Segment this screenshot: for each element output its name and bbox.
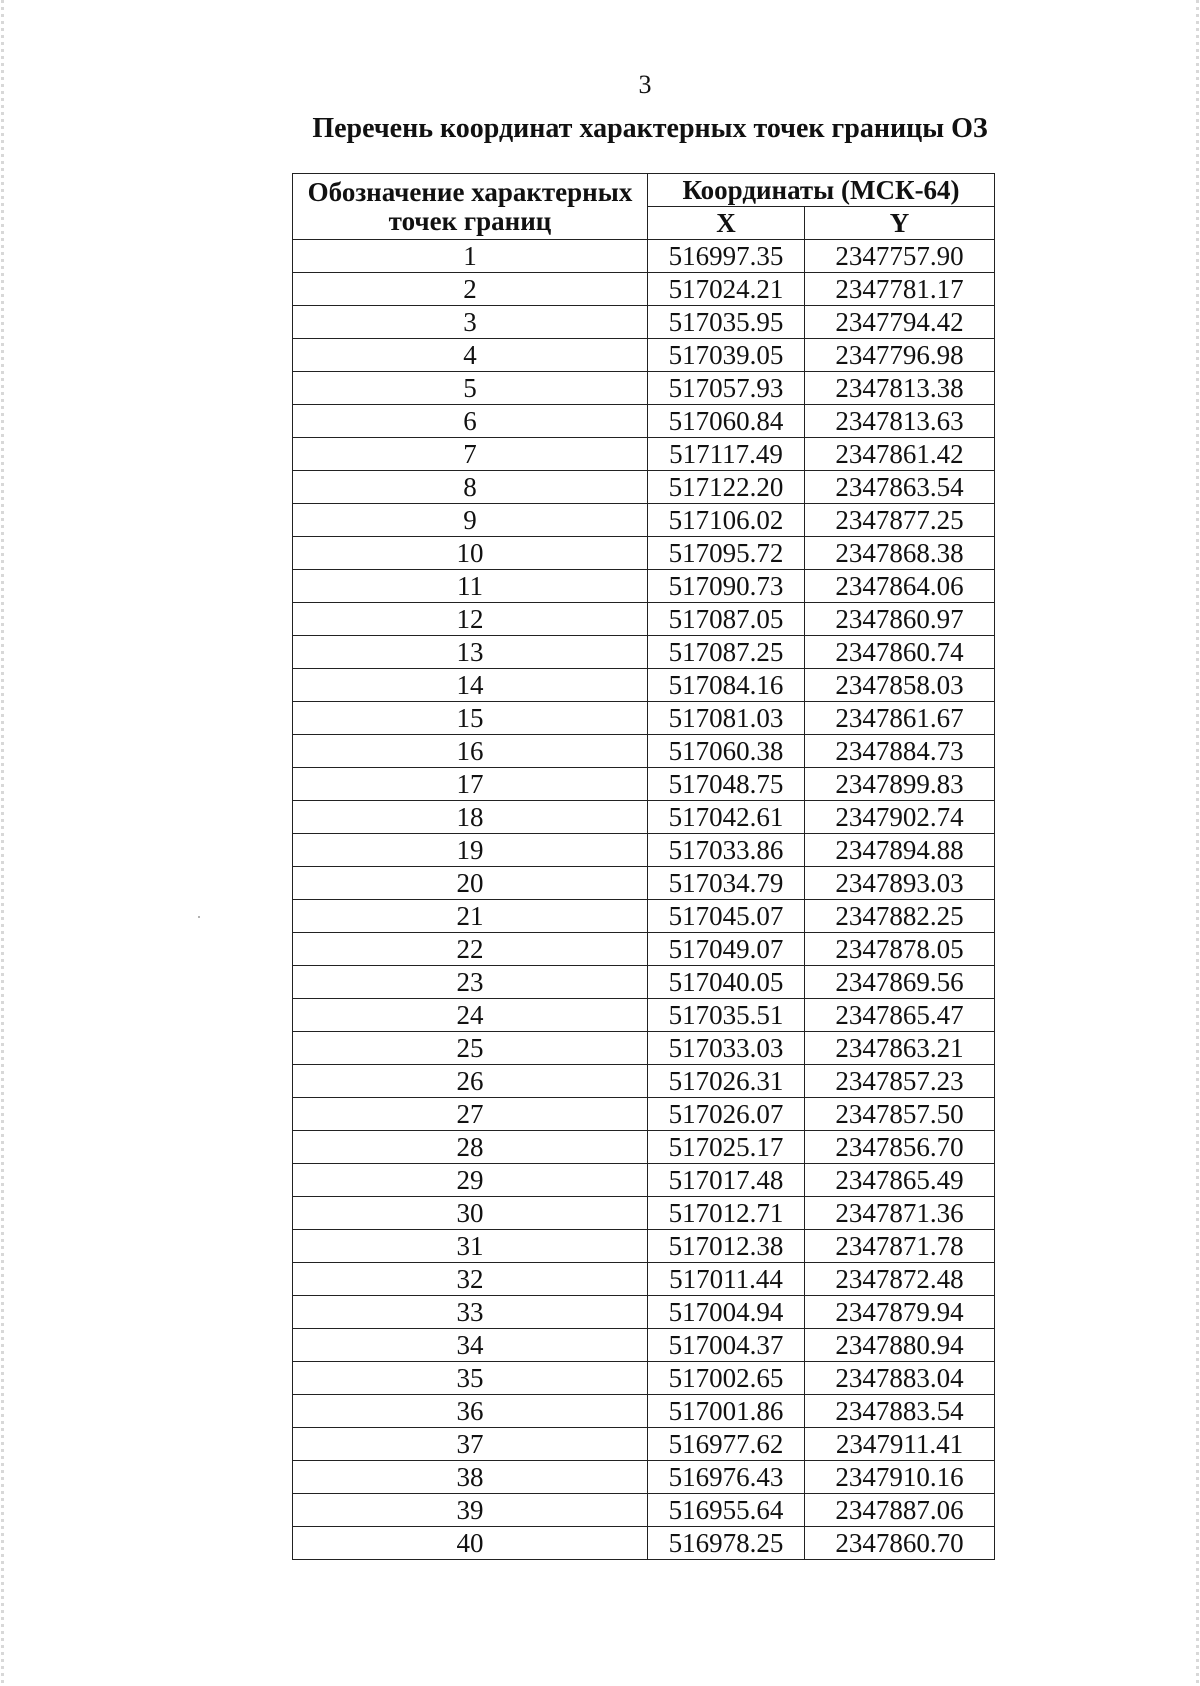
point-number-cell: 7 [293,438,648,471]
table-row [293,735,995,768]
point-number-cell: 8 [293,471,648,504]
y-coordinate-cell: 2347813.63 [805,405,995,438]
table-row [293,933,995,966]
y-coordinate-cell: 2347871.78 [805,1230,995,1263]
x-coordinate-cell: 517048.75 [648,768,805,801]
table-row [293,1461,995,1494]
table-row [293,1329,995,1362]
x-coordinate-cell: 517095.72 [648,537,805,570]
x-coordinate-cell: 516978.25 [648,1527,805,1560]
point-number-cell: 37 [293,1428,648,1461]
y-coordinate-cell: 2347910.16 [805,1461,995,1494]
y-coordinate-cell: 2347868.38 [805,537,995,570]
y-coordinate-cell: 2347884.73 [805,735,995,768]
point-number-cell: 40 [293,1527,648,1560]
table-row [293,834,995,867]
y-coordinate-cell: 2347863.54 [805,471,995,504]
coordinates-header: Координаты (МСК-64) [648,174,995,207]
table-row [293,669,995,702]
table-row [293,636,995,669]
table-row [293,801,995,834]
y-coordinate-cell: 2347863.21 [805,1032,995,1065]
coordinates-table [292,173,995,1560]
point-number-cell: 31 [293,1230,648,1263]
y-coordinate-cell: 2347865.47 [805,999,995,1032]
y-coordinate-cell: 2347883.54 [805,1395,995,1428]
y-header: Y [805,207,995,240]
point-number-cell: 16 [293,735,648,768]
table-row [293,999,995,1032]
table-row [293,339,995,372]
table-row [293,372,995,405]
point-number-cell: 30 [293,1197,648,1230]
point-number-cell: 20 [293,867,648,900]
table-row [293,438,995,471]
y-coordinate-cell: 2347869.56 [805,966,995,999]
y-coordinate-cell: 2347878.05 [805,933,995,966]
x-coordinate-cell: 517035.51 [648,999,805,1032]
point-number-cell: 38 [293,1461,648,1494]
point-number-cell: 9 [293,504,648,537]
x-coordinate-cell: 517042.61 [648,801,805,834]
x-coordinate-cell: 517039.05 [648,339,805,372]
point-number-cell: 6 [293,405,648,438]
point-number-cell: 29 [293,1164,648,1197]
x-coordinate-cell: 517004.37 [648,1329,805,1362]
document-title: Перечень координат характерных точек границы ОЗ [312,113,988,144]
x-coordinate-cell: 517084.16 [648,669,805,702]
x-coordinate-cell: 517002.65 [648,1362,805,1395]
x-coordinate-cell: 517024.21 [648,273,805,306]
point-number-cell: 15 [293,702,648,735]
point-number-cell: 19 [293,834,648,867]
y-coordinate-cell: 2347872.48 [805,1263,995,1296]
x-coordinate-cell: 517057.93 [648,372,805,405]
point-number-cell: 21 [293,900,648,933]
y-coordinate-cell: 2347864.06 [805,570,995,603]
x-coordinate-cell: 517106.02 [648,504,805,537]
table-header [293,174,995,240]
table-body [293,240,995,1560]
point-number-cell: 27 [293,1098,648,1131]
point-number-cell: 10 [293,537,648,570]
table-row [293,1362,995,1395]
y-coordinate-cell: 2347860.70 [805,1527,995,1560]
y-coordinate-cell: 2347877.25 [805,504,995,537]
y-coordinate-cell: 2347860.74 [805,636,995,669]
point-number-cell: 22 [293,933,648,966]
y-coordinate-cell: 2347871.36 [805,1197,995,1230]
table-row [293,1065,995,1098]
table-row [293,471,995,504]
y-coordinate-cell: 2347781.17 [805,273,995,306]
page-number: 3 [638,70,652,99]
y-coordinate-cell: 2347857.23 [805,1065,995,1098]
point-number-cell: 5 [293,372,648,405]
x-coordinate-cell: 516976.43 [648,1461,805,1494]
y-coordinate-cell: 2347861.42 [805,438,995,471]
x-coordinate-cell: 517045.07 [648,900,805,933]
table-row [293,1263,995,1296]
y-coordinate-cell: 2347894.88 [805,834,995,867]
point-number-cell: 25 [293,1032,648,1065]
x-header: X [648,207,805,240]
y-coordinate-cell: 2347857.50 [805,1098,995,1131]
x-coordinate-cell: 517026.31 [648,1065,805,1098]
table-row [293,1296,995,1329]
table-row [293,867,995,900]
x-coordinate-cell: 517026.07 [648,1098,805,1131]
x-coordinate-cell: 517017.48 [648,1164,805,1197]
table-row [293,306,995,339]
x-coordinate-cell: 517001.86 [648,1395,805,1428]
table-row [293,1131,995,1164]
y-coordinate-cell: 2347796.98 [805,339,995,372]
x-coordinate-cell: 517033.03 [648,1032,805,1065]
point-number-cell: 13 [293,636,648,669]
x-coordinate-cell: 517090.73 [648,570,805,603]
y-coordinate-cell: 2347860.97 [805,603,995,636]
y-coordinate-cell: 2347856.70 [805,1131,995,1164]
x-coordinate-cell: 517122.20 [648,471,805,504]
table-row [293,1032,995,1065]
point-number-cell: 28 [293,1131,648,1164]
y-coordinate-cell: 2347899.83 [805,768,995,801]
x-coordinate-cell: 517040.05 [648,966,805,999]
points-header-line2: точек границ [388,205,552,236]
y-coordinate-cell: 2347893.03 [805,867,995,900]
header-row-1 [293,174,995,207]
table-row [293,537,995,570]
table-row [293,1197,995,1230]
y-coordinate-cell: 2347794.42 [805,306,995,339]
table-row [293,1494,995,1527]
point-number-cell: 36 [293,1395,648,1428]
x-coordinate-cell: 516997.35 [648,240,805,273]
y-coordinate-cell: 2347880.94 [805,1329,995,1362]
point-number-cell: 17 [293,768,648,801]
table-row [293,603,995,636]
x-coordinate-cell: 517087.05 [648,603,805,636]
point-number-cell: 18 [293,801,648,834]
x-coordinate-cell: 517004.94 [648,1296,805,1329]
point-number-cell: 34 [293,1329,648,1362]
table-row [293,504,995,537]
table-row [293,1395,995,1428]
table-row [293,768,995,801]
point-number-cell: 26 [293,1065,648,1098]
point-number-cell: 33 [293,1296,648,1329]
point-number-cell: 4 [293,339,648,372]
y-coordinate-cell: 2347887.06 [805,1494,995,1527]
y-coordinate-cell: 2347902.74 [805,801,995,834]
table-row [293,1527,995,1560]
x-coordinate-cell: 517060.84 [648,405,805,438]
table-row [293,1230,995,1263]
x-coordinate-cell: 516955.64 [648,1494,805,1527]
point-number-cell: 2 [293,273,648,306]
y-coordinate-cell: 2347883.04 [805,1362,995,1395]
scan-speck [198,916,200,918]
table-row [293,702,995,735]
table-row [293,1098,995,1131]
point-number-cell: 3 [293,306,648,339]
table-row [293,405,995,438]
x-coordinate-cell: 516977.62 [648,1428,805,1461]
point-number-cell: 32 [293,1263,648,1296]
y-coordinate-cell: 2347882.25 [805,900,995,933]
x-coordinate-cell: 517012.38 [648,1230,805,1263]
y-coordinate-cell: 2347858.03 [805,669,995,702]
x-coordinate-cell: 517012.71 [648,1197,805,1230]
points-header-line1: Обозначение характерных [307,176,633,207]
x-coordinate-cell: 517034.79 [648,867,805,900]
y-coordinate-cell: 2347865.49 [805,1164,995,1197]
x-coordinate-cell: 517025.17 [648,1131,805,1164]
point-number-cell: 1 [293,240,648,273]
x-coordinate-cell: 517081.03 [648,702,805,735]
y-coordinate-cell: 2347757.90 [805,240,995,273]
point-number-cell: 14 [293,669,648,702]
x-coordinate-cell: 517049.07 [648,933,805,966]
table-row [293,1428,995,1461]
y-coordinate-cell: 2347879.94 [805,1296,995,1329]
table-row [293,1164,995,1197]
table-row [293,273,995,306]
point-number-cell: 35 [293,1362,648,1395]
x-coordinate-cell: 517035.95 [648,306,805,339]
x-coordinate-cell: 517117.49 [648,438,805,471]
table-row [293,966,995,999]
table-row [293,570,995,603]
point-number-cell: 12 [293,603,648,636]
point-number-cell: 24 [293,999,648,1032]
point-number-cell: 23 [293,966,648,999]
x-coordinate-cell: 517033.86 [648,834,805,867]
y-coordinate-cell: 2347813.38 [805,372,995,405]
y-coordinate-cell: 2347911.41 [805,1428,995,1461]
points-header [293,174,648,240]
scan-edge-left [1,0,4,1686]
scan-edge-right [1196,0,1199,1686]
x-coordinate-cell: 517011.44 [648,1263,805,1296]
x-coordinate-cell: 517087.25 [648,636,805,669]
x-coordinate-cell: 517060.38 [648,735,805,768]
point-number-cell: 39 [293,1494,648,1527]
table-row [293,240,995,273]
table-row [293,900,995,933]
point-number-cell: 11 [293,570,648,603]
y-coordinate-cell: 2347861.67 [805,702,995,735]
